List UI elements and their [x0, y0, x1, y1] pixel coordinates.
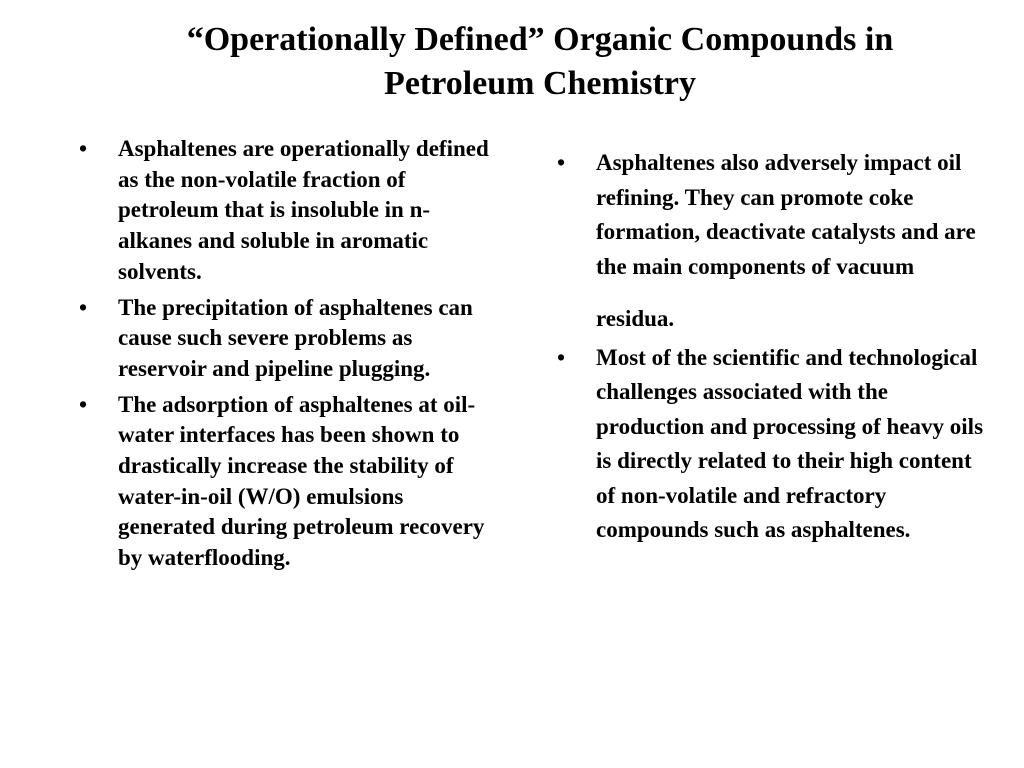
bullet-text-continuation: residua.	[596, 306, 675, 331]
bullet-text: Asphaltenes also adversely impact oil refining. They can promote coke formation, deactivate catalysts and are the main components of vacuum	[596, 150, 976, 279]
right-bullet-list	[557, 146, 987, 552]
title-line-1: “Operationally Defined” Organic Compounds in	[186, 21, 894, 58]
bullet-mark: •	[79, 391, 88, 417]
bullet-mark: •	[557, 150, 566, 175]
bullet-item	[79, 293, 499, 385]
left-bullet-list	[79, 134, 499, 579]
bullet-text: The precipitation of asphaltenes can cause such severe problems as reservoir and pipeline plugging.	[118, 294, 473, 381]
bullet-text: Most of the scientific and technological challenges associated with the production and processing of heavy oils is directly related to their high content of non-volatile and refractory compounds such as asphaltenes.	[596, 344, 984, 542]
bullet-mark: •	[557, 344, 566, 370]
bullet-item	[79, 134, 499, 288]
bullet-text: The adsorption of asphaltenes at oil-water interfaces has been shown to drastically increase the stability of water-in-oil (W/O) emulsions generated during petroleum recovery by waterflooding.	[118, 391, 485, 571]
bullet-item	[557, 341, 987, 548]
bullet-item	[79, 390, 499, 574]
bullet-mark: •	[79, 136, 88, 161]
bullet-mark: •	[79, 294, 88, 320]
title-line-2: Petroleum Chemistry	[384, 65, 696, 102]
bullet-text: Asphaltenes are operationally defined as the non-volatile fraction of petroleum that is insoluble in n-alkanes and soluble in aromatic solvents.	[118, 136, 489, 284]
slide-title	[60, 18, 1020, 106]
bullet-item	[557, 146, 987, 337]
